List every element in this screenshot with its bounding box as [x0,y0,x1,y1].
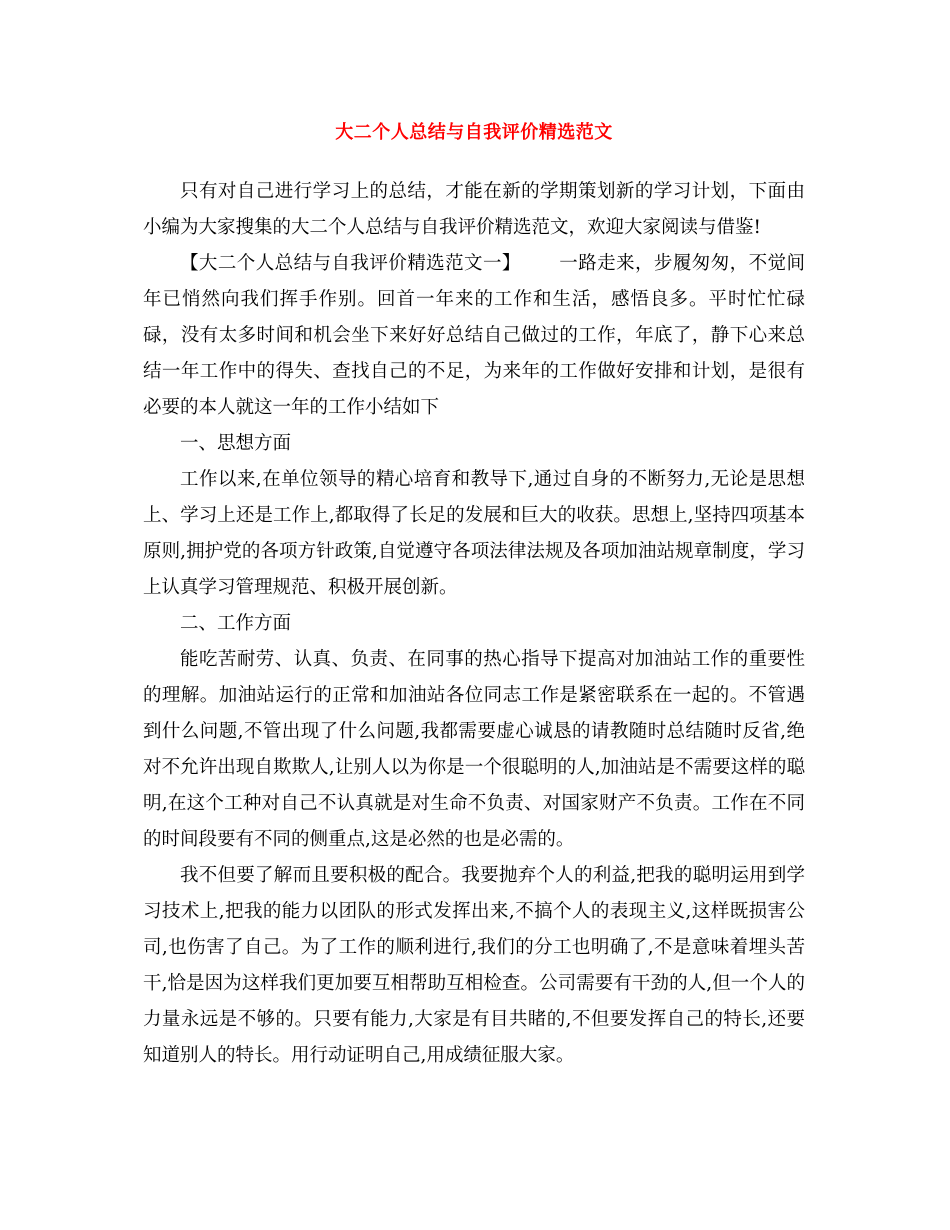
section-one-text: 一路走来，步履匆匆，不觉间年已悄然向我们挥手作别。回首一年来的工作和生活，感悟良多。平时忙忙碌碌，没有太多时间和机会坐下来好好总结自己做过的工作，年底了，静下心来总结一年工作中的得失、查找自己的不足，为来年的工作做好安排和计划，是很有必要的本人就这一年的工作小结如下 [143,253,805,418]
cooperation-paragraph: 我不但要了解而且要积极的配合。我要抛弃个人的利益,把我的聪明运用到学习技术上,把我的能力以团队的形式发挥出来,不搞个人的表现主义,这样既损害公司,也伤害了自己。为了工作的顺利进行,我们的分工也明确了,不是意味着埋头苦干,恰是因为这样我们更加要互相帮助互相检查。公司需要有干劲的人,但一个人的力量永远是不够的。只要有能力,大家是有目共睹的,不但要发挥自己的特长,还要知道别人的特长。用行动证明自己,用成绩征服大家。 [143,865,805,1066]
intro-paragraph: 只有对自己进行学习上的总结，才能在新的学期策划新的学习计划，下面由小编为大家搜集的大二个人总结与自我评价精选范文，欢迎大家阅读与借鉴! [143,181,805,238]
heading-work: 二、工作方面 [180,613,292,634]
thought-paragraph: 工作以来,在单位领导的精心培育和教导下,通过自身的不断努力,无论是思想上、学习上还是工作上,都取得了长足的发展和巨大的收获。思想上,坚持四项基本原则,拥护党的各项方针政策,自觉遵守各项法律法规及各项加油站规章制度，学习上认真学习管理规范、积极开展创新。 [143,469,805,598]
document-page [143,118,805,1074]
section-one-paragraph [143,246,805,426]
work-paragraph: 能吃苦耐劳、认真、负责、在同事的热心指导下提高对加油站工作的重要性的理解。加油站运行的正常和加油站各位同志工作是紧密联系在一起的。不管遇到什么问题,不管出现了什么问题,我都需要虚心诚恳的请教随时总结随时反省,绝对不允许出现自欺欺人,让别人以为你是一个很聪明的人,加油站是不需要这样的聪明,在这个工种对自己不认真就是对生命不负责、对国家财产不负责。工作在不同的时间段要有不同的侧重点,这是必然的也是必需的。 [143,649,805,850]
heading-thought: 一、思想方面 [180,433,292,454]
document-title: 大二个人总结与自我评价精选范文 [335,122,613,143]
section-one-label: 【大二个人总结与自我评价精选范文一】 [180,253,521,274]
